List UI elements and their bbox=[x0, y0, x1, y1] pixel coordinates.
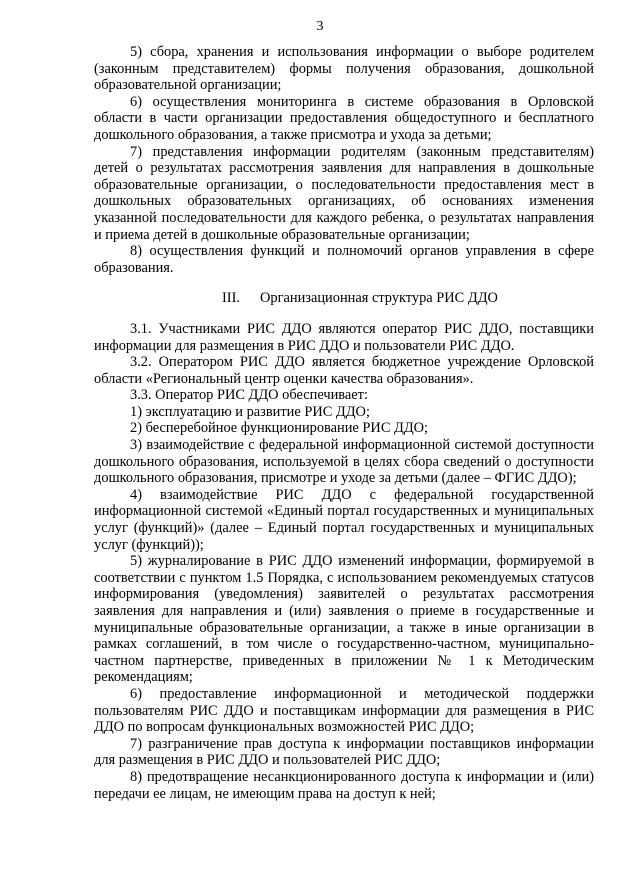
paragraph: 7) представления информации родителям (законным представителям) детей о результатах рассмотрения заявления для направления в дошкольные образовательные организации, о последовательности предоставления мест в дошкольных образовательных организациях, об основаниях изменения указанной последовательности для каждого ребенка, о результатах направления и приема детей в дошкольные образовательные организации; bbox=[94, 143, 594, 243]
paragraph: 8) предотвращение несанкционированного доступа к информации и (или) передачи ее лицам, не имеющим права на доступ к ней; bbox=[94, 768, 594, 802]
section-number: III. bbox=[222, 290, 240, 307]
section-title: Организационная структура РИС ДДО bbox=[260, 290, 498, 307]
paragraph: 3.1. Участниками РИС ДДО являются оператор РИС ДДО, поставщики информации для размещения в РИС ДДО и пользователи РИС ДДО. bbox=[94, 320, 594, 354]
paragraph: 5) журналирование в РИС ДДО изменений информации, формируемой в соответствии с пунктом 1.5 Порядка, с использованием рекомендуемых статусов информирования (уведомления) заявителей о результатах рассмотрения заявления для направления и (или) заявления о приеме в государственные и муниципальные образовательные организации, а также в иные организации в рамках соглашений, в том числе о государственно-частном, муниципально-частном партнерстве, приведенных в приложении № 1 к Методическим рекомендациям; bbox=[94, 553, 594, 686]
paragraph: 3) взаимодействие с федеральной информационной системой доступности дошкольного образования, используемой в целях сбора сведений о доступности дошкольного образования, присмотре и уходе за детьми (далее – ФГИС ДДО); bbox=[94, 437, 594, 487]
paragraph: 8) осуществления функций и полномочий органов управления в сфере образования. bbox=[94, 243, 594, 276]
paragraph: 3.2. Оператором РИС ДДО является бюджетное учреждение Орловской области «Региональный центр оценки качества образования». bbox=[94, 354, 594, 387]
section-heading bbox=[94, 290, 594, 307]
paragraph: 2) бесперебойное функционирование РИС ДДО; bbox=[130, 420, 429, 437]
paragraph: 1) эксплуатацию и развитие РИС ДДО; bbox=[130, 403, 370, 420]
paragraph: 7) разграничение прав доступа к информации поставщиков информации для размещения в РИС ДДО и пользователей РИС ДДО; bbox=[94, 735, 594, 769]
paragraph: 3.3. Оператор РИС ДДО обеспечивает: bbox=[130, 387, 368, 404]
paragraph: 5) сбора, хранения и использования информации о выборе родителем (законным представителем) формы получения образования, дошкольной образовательной организации; bbox=[94, 44, 594, 94]
paragraph: 6) осуществления мониторинга в системе образования в Орловской области в части организации предоставления общедоступного и бесплатного дошкольного образования, а также присмотра и ухода за детьми; bbox=[94, 93, 594, 143]
document-body bbox=[94, 44, 594, 802]
paragraph: 4) взаимодействие РИС ДДО с федеральной государственной информационной системой «Единый портал государственных и муниципальных услуг (функций)» (далее – Единый портал государственных и муниципальных услуг (функций)); bbox=[94, 486, 594, 553]
page-number: 3 bbox=[316, 19, 324, 34]
paragraph: 6) предоставление информационной и методической поддержки пользователям РИС ДДО и поставщикам информации для размещения в РИС ДДО по вопросам функциональных возможностей РИС ДДО; bbox=[94, 685, 594, 736]
